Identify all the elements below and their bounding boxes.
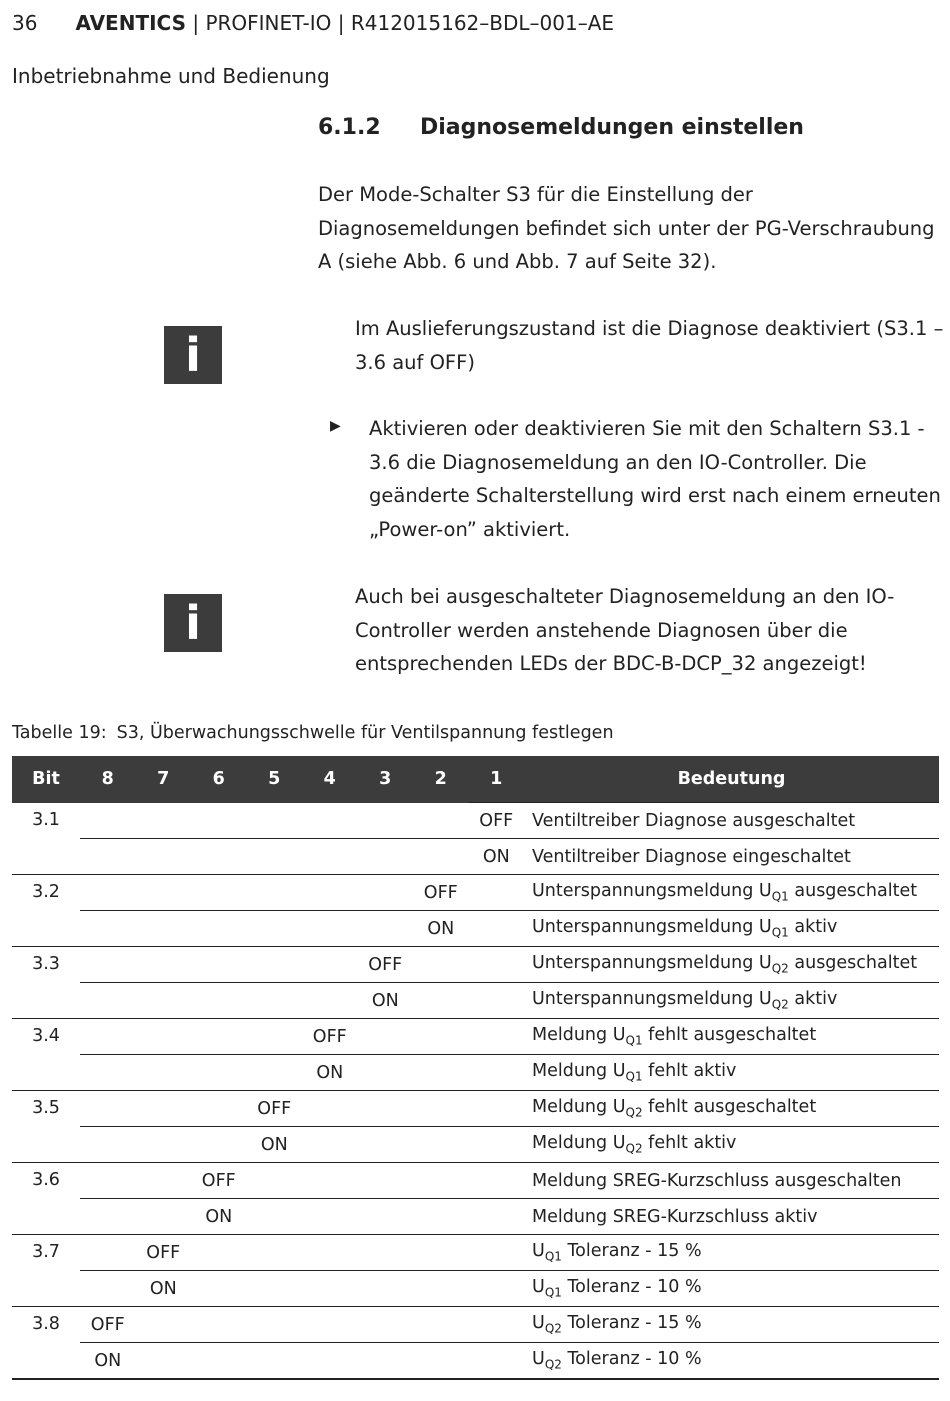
- switch-empty-cell: [358, 1163, 414, 1199]
- table-row: [12, 1055, 939, 1091]
- meaning-subscript: Q2: [544, 1357, 562, 1372]
- bullet-triangle-icon: ▶: [330, 418, 341, 434]
- meaning-cell: [524, 1163, 939, 1199]
- bit-cell: 3.8: [12, 1307, 80, 1380]
- meaning-text-suffix: ausgeschaltet: [788, 881, 918, 902]
- bit-cell: 3.2: [12, 875, 80, 947]
- meaning-text: U: [532, 1313, 545, 1334]
- switch-empty-cell: [358, 1343, 414, 1380]
- switch-empty-cell: [413, 1271, 469, 1307]
- switch-empty-cell: [136, 1055, 192, 1091]
- meaning-subscript: Q1: [544, 1285, 562, 1300]
- switch-empty-cell: [247, 911, 303, 947]
- switch-empty-cell: [469, 1019, 525, 1055]
- bit-cell: 3.5: [12, 1091, 80, 1163]
- info-icon: i: [164, 326, 222, 384]
- table-row: [12, 839, 939, 875]
- header-switch-6: 6: [191, 756, 247, 803]
- switch-empty-cell: [136, 947, 192, 983]
- meaning-text-suffix: Toleranz - 15 %: [561, 1313, 702, 1334]
- switch-on-value: ON: [80, 1343, 136, 1380]
- meaning-subscript: Q2: [771, 961, 789, 976]
- switch-empty-cell: [302, 1307, 358, 1343]
- switch-empty-cell: [247, 1199, 303, 1235]
- table-row: [12, 803, 939, 839]
- meaning-text-suffix: fehlt aktiv: [642, 1061, 737, 1082]
- header-switch-5: 5: [247, 756, 303, 803]
- meaning-text: Meldung U: [532, 1097, 626, 1118]
- switch-empty-cell: [302, 1199, 358, 1235]
- switch-empty-cell: [358, 803, 414, 839]
- switch-empty-cell: [469, 1307, 525, 1343]
- switch-settings-table: [12, 756, 939, 1380]
- meaning-text: U: [532, 1349, 545, 1370]
- switch-empty-cell: [302, 911, 358, 947]
- table-row: [12, 1091, 939, 1127]
- switch-empty-cell: [136, 983, 192, 1019]
- meaning-cell: [524, 911, 939, 947]
- switch-off-value: OFF: [302, 1019, 358, 1055]
- switch-empty-cell: [247, 1307, 303, 1343]
- meaning-text: Meldung U: [532, 1061, 626, 1082]
- meaning-text: Meldung U: [532, 1133, 626, 1154]
- switch-on-value: ON: [191, 1199, 247, 1235]
- switch-empty-cell: [358, 1091, 414, 1127]
- switch-empty-cell: [191, 1127, 247, 1163]
- switch-empty-cell: [247, 947, 303, 983]
- meaning-text: Unterspannungsmeldung U: [532, 953, 772, 974]
- switch-off-value: OFF: [80, 1307, 136, 1343]
- meaning-text: Unterspannungsmeldung U: [532, 917, 772, 938]
- switch-empty-cell: [413, 1163, 469, 1199]
- switch-empty-cell: [191, 1271, 247, 1307]
- table-header-row: [12, 756, 939, 803]
- switch-empty-cell: [469, 911, 525, 947]
- meaning-subscript: Q1: [544, 1249, 562, 1264]
- switch-empty-cell: [80, 839, 136, 875]
- meaning-cell: [524, 1199, 939, 1235]
- switch-empty-cell: [80, 1127, 136, 1163]
- info-note-1: Im Auslieferungszustand ist die Diagnose deaktiviert (S3.1 – 3.6 auf OFF): [355, 317, 944, 374]
- switch-empty-cell: [191, 1235, 247, 1271]
- header-switch-2: 2: [413, 756, 469, 803]
- meaning-text: Unterspannungsmeldung U: [532, 989, 772, 1010]
- meaning-cell: [524, 983, 939, 1019]
- header-switch-7: 7: [136, 756, 192, 803]
- switch-empty-cell: [191, 947, 247, 983]
- header-bit: Bit: [12, 756, 80, 803]
- switch-off-value: OFF: [136, 1235, 192, 1271]
- switch-empty-cell: [358, 839, 414, 875]
- meaning-text-suffix: aktiv: [788, 989, 838, 1010]
- table-row: [12, 947, 939, 983]
- switch-empty-cell: [80, 947, 136, 983]
- meaning-text: Ventiltreiber Diagnose ausgeschaltet: [532, 810, 856, 831]
- switch-empty-cell: [136, 1343, 192, 1380]
- switch-empty-cell: [413, 1127, 469, 1163]
- switch-empty-cell: [413, 947, 469, 983]
- switch-empty-cell: [247, 983, 303, 1019]
- switch-on-value: ON: [136, 1271, 192, 1307]
- meaning-subscript: Q2: [771, 997, 789, 1012]
- switch-off-value: OFF: [358, 947, 414, 983]
- header-switch-8: 8: [80, 756, 136, 803]
- meaning-cell: [524, 839, 939, 875]
- switch-empty-cell: [247, 875, 303, 911]
- switch-empty-cell: [413, 1019, 469, 1055]
- switch-empty-cell: [247, 839, 303, 875]
- meaning-text: U: [532, 1241, 545, 1262]
- switch-empty-cell: [136, 803, 192, 839]
- meaning-cell: [524, 875, 939, 911]
- switch-empty-cell: [413, 1235, 469, 1271]
- switch-empty-cell: [191, 1019, 247, 1055]
- switch-empty-cell: [247, 803, 303, 839]
- meaning-text-suffix: ausgeschaltet: [788, 953, 918, 974]
- brand-name: AVENTICS: [75, 11, 186, 35]
- table-row: [12, 1163, 939, 1199]
- table-row: [12, 875, 939, 911]
- meaning-cell: [524, 1055, 939, 1091]
- switch-empty-cell: [80, 1091, 136, 1127]
- table-row: [12, 1271, 939, 1307]
- switch-empty-cell: [80, 1271, 136, 1307]
- bit-cell: 3.4: [12, 1019, 80, 1091]
- meaning-text-suffix: Toleranz - 10 %: [561, 1349, 702, 1370]
- switch-empty-cell: [302, 983, 358, 1019]
- switch-empty-cell: [413, 839, 469, 875]
- table-row: [12, 1343, 939, 1380]
- switch-on-value: ON: [469, 839, 525, 875]
- switch-empty-cell: [413, 1199, 469, 1235]
- switch-empty-cell: [358, 1271, 414, 1307]
- table-caption-number: Tabelle 19:: [12, 723, 107, 743]
- meaning-cell: [524, 1343, 939, 1380]
- header-switch-1: 1: [469, 756, 525, 803]
- switch-empty-cell: [413, 983, 469, 1019]
- switch-empty-cell: [191, 803, 247, 839]
- switch-empty-cell: [358, 1055, 414, 1091]
- switch-empty-cell: [247, 1271, 303, 1307]
- header-meaning: Bedeutung: [524, 756, 939, 803]
- table-row: [12, 1235, 939, 1271]
- table-row: [12, 911, 939, 947]
- meaning-cell: [524, 1307, 939, 1343]
- meaning-cell: [524, 1127, 939, 1163]
- switch-empty-cell: [136, 1163, 192, 1199]
- meaning-cell: [524, 1271, 939, 1307]
- meaning-subscript: Q1: [771, 889, 789, 904]
- switch-empty-cell: [469, 1091, 525, 1127]
- switch-empty-cell: [136, 1091, 192, 1127]
- heading-title: Diagnosemeldungen einstellen: [420, 115, 804, 140]
- document-id: | PROFINET-IO | R412015162–BDL–001–AE: [186, 11, 615, 35]
- switch-empty-cell: [247, 1055, 303, 1091]
- switch-empty-cell: [469, 1055, 525, 1091]
- table-row: [12, 1127, 939, 1163]
- switch-empty-cell: [191, 1343, 247, 1380]
- switch-empty-cell: [302, 839, 358, 875]
- table-row: [12, 1019, 939, 1055]
- switch-empty-cell: [136, 1307, 192, 1343]
- switch-empty-cell: [413, 1343, 469, 1380]
- table-row: [12, 1199, 939, 1235]
- switch-empty-cell: [469, 983, 525, 1019]
- switch-off-value: OFF: [413, 875, 469, 911]
- switch-empty-cell: [191, 839, 247, 875]
- switch-empty-cell: [80, 1055, 136, 1091]
- switch-empty-cell: [80, 983, 136, 1019]
- switch-empty-cell: [469, 875, 525, 911]
- switch-empty-cell: [302, 947, 358, 983]
- switch-empty-cell: [80, 803, 136, 839]
- switch-empty-cell: [302, 803, 358, 839]
- meaning-text-suffix: aktiv: [788, 917, 838, 938]
- switch-empty-cell: [358, 1127, 414, 1163]
- switch-empty-cell: [469, 1199, 525, 1235]
- switch-empty-cell: [80, 911, 136, 947]
- meaning-subscript: Q2: [544, 1321, 562, 1336]
- switch-empty-cell: [358, 911, 414, 947]
- meaning-cell: [524, 1235, 939, 1271]
- switch-empty-cell: [302, 1163, 358, 1199]
- meaning-cell: [524, 1091, 939, 1127]
- switch-empty-cell: [358, 1199, 414, 1235]
- switch-empty-cell: [247, 1343, 303, 1380]
- meaning-cell: [524, 947, 939, 983]
- switch-empty-cell: [413, 1091, 469, 1127]
- switch-off-value: OFF: [191, 1163, 247, 1199]
- switch-empty-cell: [191, 875, 247, 911]
- switch-empty-cell: [191, 1055, 247, 1091]
- switch-empty-cell: [413, 1307, 469, 1343]
- info-icon: i: [164, 594, 222, 652]
- switch-empty-cell: [191, 1091, 247, 1127]
- switch-empty-cell: [247, 1163, 303, 1199]
- meaning-text-suffix: Toleranz - 10 %: [561, 1277, 702, 1298]
- switch-empty-cell: [302, 1127, 358, 1163]
- switch-empty-cell: [191, 911, 247, 947]
- table-body: [12, 803, 939, 1380]
- heading-number: 6.1.2: [318, 115, 381, 140]
- switch-empty-cell: [136, 1019, 192, 1055]
- meaning-text-suffix: fehlt ausgeschaltet: [642, 1025, 817, 1046]
- bit-cell: 3.1: [32, 809, 60, 830]
- switch-on-value: ON: [358, 983, 414, 1019]
- intro-paragraph: Der Mode-Schalter S3 für die Einstellung der Diagnosemeldungen befindet sich unter der PG-Verschraubung A (siehe Abb. 6 und Abb. 7 auf Seite 32).: [318, 183, 935, 273]
- switch-empty-cell: [302, 1343, 358, 1380]
- switch-empty-cell: [80, 875, 136, 911]
- header-switch-4: 4: [302, 756, 358, 803]
- meaning-text: Ventiltreiber Diagnose eingeschaltet: [532, 846, 851, 867]
- meaning-subscript: Q1: [625, 1033, 643, 1048]
- table-row: [12, 1307, 939, 1343]
- switch-empty-cell: [247, 1019, 303, 1055]
- meaning-text: Meldung SREG-Kurzschluss ausgeschalten: [532, 1170, 902, 1191]
- switch-empty-cell: [80, 1019, 136, 1055]
- switch-empty-cell: [136, 1127, 192, 1163]
- chapter-heading: [318, 115, 804, 140]
- switch-empty-cell: [136, 911, 192, 947]
- meaning-text-suffix: fehlt aktiv: [642, 1133, 737, 1154]
- switch-on-value: ON: [247, 1127, 303, 1163]
- switch-empty-cell: [358, 1019, 414, 1055]
- meaning-text-suffix: fehlt ausgeschaltet: [642, 1097, 817, 1118]
- instruction-step: Aktivieren oder deaktivieren Sie mit den Schaltern S3.1 - 3.6 die Diagnosemeldung an den IO-Controller. Die geänderte Schalterstellung wird erst nach einem erneuten „Power-on” aktiviert.: [369, 417, 941, 541]
- switch-empty-cell: [191, 1307, 247, 1343]
- switch-empty-cell: [80, 1199, 136, 1235]
- switch-on-value: ON: [302, 1055, 358, 1091]
- table-row: [12, 983, 939, 1019]
- switch-on-value: ON: [413, 911, 469, 947]
- meaning-cell: [524, 803, 939, 839]
- switch-empty-cell: [469, 1343, 525, 1380]
- switch-empty-cell: [136, 875, 192, 911]
- switch-empty-cell: [469, 1127, 525, 1163]
- switch-empty-cell: [191, 983, 247, 1019]
- switch-empty-cell: [247, 1235, 303, 1271]
- bit-cell: 3.3: [12, 947, 80, 1019]
- switch-empty-cell: [413, 1055, 469, 1091]
- meaning-subscript: Q2: [625, 1141, 643, 1156]
- section-title: Inbetriebnahme und Bedienung: [12, 64, 330, 88]
- switch-empty-cell: [469, 1163, 525, 1199]
- meaning-text: Meldung SREG-Kurzschluss aktiv: [532, 1206, 818, 1227]
- switch-empty-cell: [80, 1163, 136, 1199]
- switch-empty-cell: [302, 1091, 358, 1127]
- meaning-text: Meldung U: [532, 1025, 626, 1046]
- switch-empty-cell: [302, 1235, 358, 1271]
- switch-empty-cell: [358, 1235, 414, 1271]
- switch-empty-cell: [358, 875, 414, 911]
- bit-cell: 3.7: [12, 1235, 80, 1307]
- meaning-text-suffix: Toleranz - 15 %: [561, 1241, 702, 1262]
- switch-empty-cell: [469, 1235, 525, 1271]
- switch-empty-cell: [302, 1271, 358, 1307]
- switch-empty-cell: [136, 1199, 192, 1235]
- switch-empty-cell: [413, 803, 469, 839]
- switch-empty-cell: [302, 875, 358, 911]
- table-caption: [12, 723, 614, 743]
- table-caption-text: S3, Überwachungsschwelle für Ventilspannung festlegen: [116, 723, 614, 743]
- info-note-2: Auch bei ausgeschalteter Diagnosemeldung an den IO-Controller werden anstehende Diagnosen über die entsprechenden LEDs der BDC-B-DCP_32 angezeigt!: [355, 585, 895, 675]
- switch-empty-cell: [136, 839, 192, 875]
- meaning-text: Unterspannungsmeldung U: [532, 881, 772, 902]
- meaning-subscript: Q1: [771, 925, 789, 940]
- switch-off-value: OFF: [247, 1091, 303, 1127]
- page-number: 36: [12, 11, 38, 35]
- switch-empty-cell: [469, 947, 525, 983]
- meaning-subscript: Q2: [625, 1105, 643, 1120]
- bit-cell: 3.6: [12, 1163, 80, 1235]
- header-switch-3: 3: [358, 756, 414, 803]
- meaning-text: U: [532, 1277, 545, 1298]
- meaning-subscript: Q1: [625, 1069, 643, 1084]
- switch-off-value: OFF: [469, 803, 525, 839]
- switch-empty-cell: [80, 1235, 136, 1271]
- switch-empty-cell: [358, 1307, 414, 1343]
- switch-empty-cell: [469, 1271, 525, 1307]
- page-header: [12, 11, 614, 35]
- meaning-cell: [524, 1019, 939, 1055]
